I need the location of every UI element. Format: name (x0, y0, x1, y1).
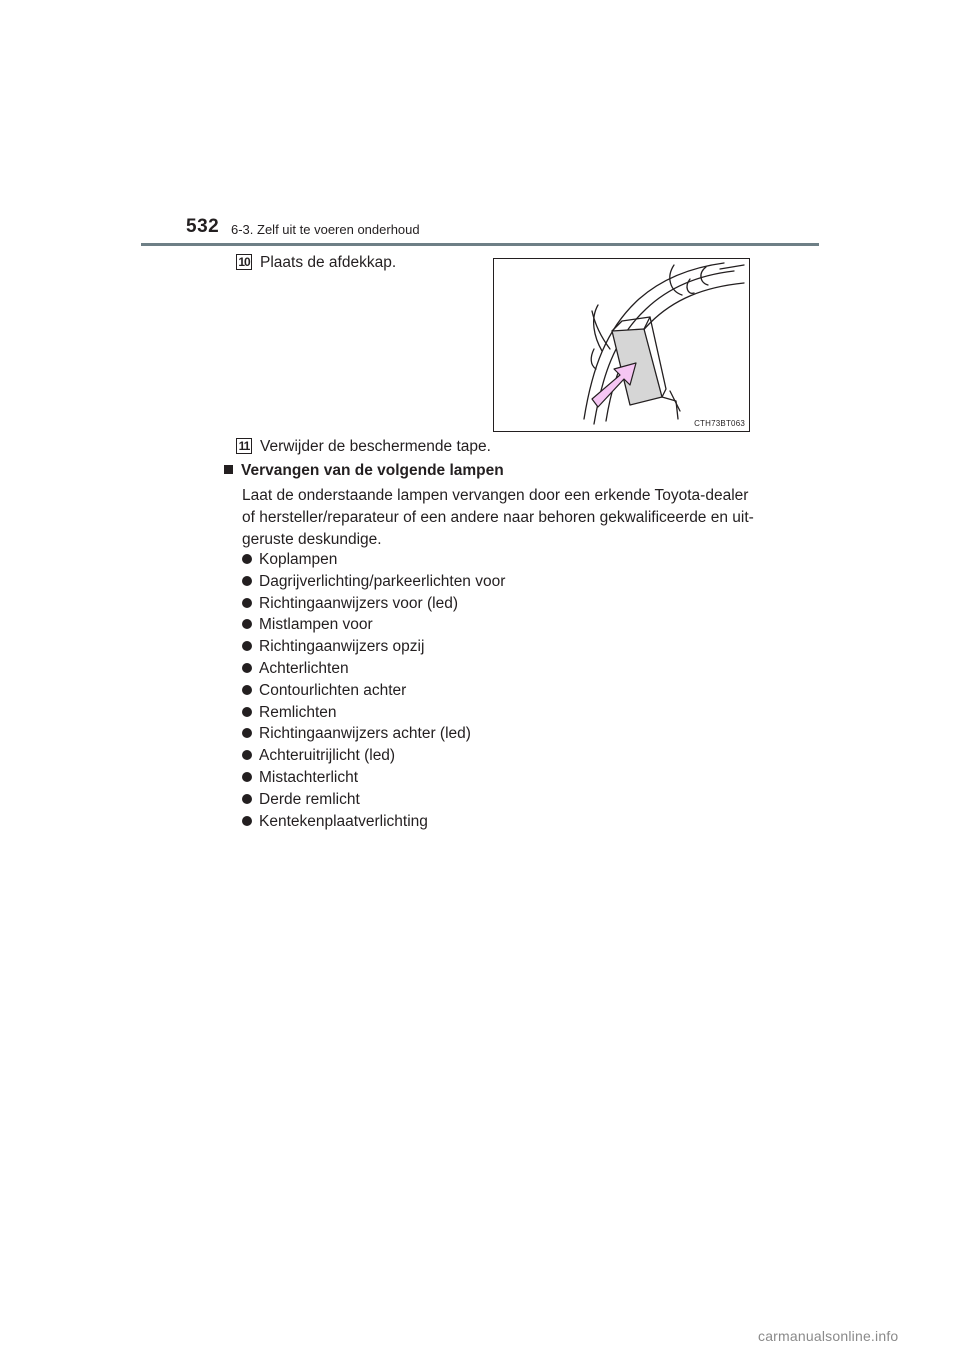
bullet-icon (242, 707, 252, 717)
bullet-icon (242, 685, 252, 695)
list-item-text: Achterlichten (259, 659, 349, 677)
list-item (242, 723, 505, 745)
list-item (242, 789, 505, 811)
step-text: Verwijder de beschermende tape. (260, 438, 491, 455)
list-item-text: Koplampen (259, 551, 338, 568)
list-item (242, 811, 505, 833)
list-item (242, 549, 505, 571)
bullet-icon (242, 728, 252, 738)
bullet-icon (242, 619, 252, 629)
watermark[interactable]: carmanualsonline.info (758, 1328, 899, 1344)
bullet-icon (242, 554, 252, 564)
list-item-text: Richtingaanwijzers opzij (259, 638, 425, 656)
list-item-text: Derde remlicht (259, 790, 360, 808)
step-text: Plaats de afdekkap. (260, 254, 397, 271)
list-item-text: Mistachterlicht (259, 768, 359, 786)
figure-code: CTH73BT063 (694, 419, 745, 428)
section-heading-text: Vervangen van de volgende lampen (241, 462, 504, 479)
bullet-icon (242, 816, 252, 826)
list-item-text: Mistlampen voor (259, 616, 373, 634)
list-item (242, 680, 505, 702)
list-item-text: Richtingaanwijzers voor (led) (259, 594, 458, 612)
cover-installation-drawing (494, 259, 749, 431)
bullet-icon (242, 794, 252, 804)
step-number-box: 10 (236, 254, 252, 270)
list-item (242, 745, 505, 767)
list-item-text: Achteruitrijlicht (led) (259, 747, 396, 765)
bullet-icon (242, 598, 252, 608)
bullet-icon (242, 663, 252, 673)
list-item (242, 636, 505, 658)
bullet-icon (242, 641, 252, 651)
list-item (242, 658, 505, 680)
list-item-text: Kentekenplaatverlichting (259, 812, 428, 830)
bullet-icon (242, 772, 252, 782)
list-item-text: Dagrijverlichting/parkeerlichten voor (259, 572, 506, 590)
list-item-text: Contourlichten achter (259, 681, 407, 699)
heading-square-icon (224, 465, 233, 474)
list-item (242, 702, 505, 724)
section-paragraph: Laat de onderstaande lampen vervangen door een erkende Toyota-dealer of hersteller/reparateur of een andere naar behoren gekwalificeerde en uit-geruste deskundige. (242, 487, 754, 548)
list-item (242, 614, 505, 636)
list-item-text: Remlichten (259, 703, 337, 721)
page-number: 532 (186, 216, 220, 237)
header-rule (141, 243, 819, 246)
bullet-icon (242, 576, 252, 586)
list-item (242, 593, 505, 615)
list-item (242, 571, 505, 593)
section-heading (224, 462, 504, 480)
list-item (242, 767, 505, 789)
lamp-list (242, 549, 505, 832)
bullet-icon (242, 750, 252, 760)
list-item-text: Richtingaanwijzers achter (led) (259, 725, 471, 743)
section-title: 6-3. Zelf uit te voeren onderhoud (231, 222, 420, 237)
figure-illustration (493, 258, 750, 432)
step-number-box: 11 (236, 438, 252, 454)
